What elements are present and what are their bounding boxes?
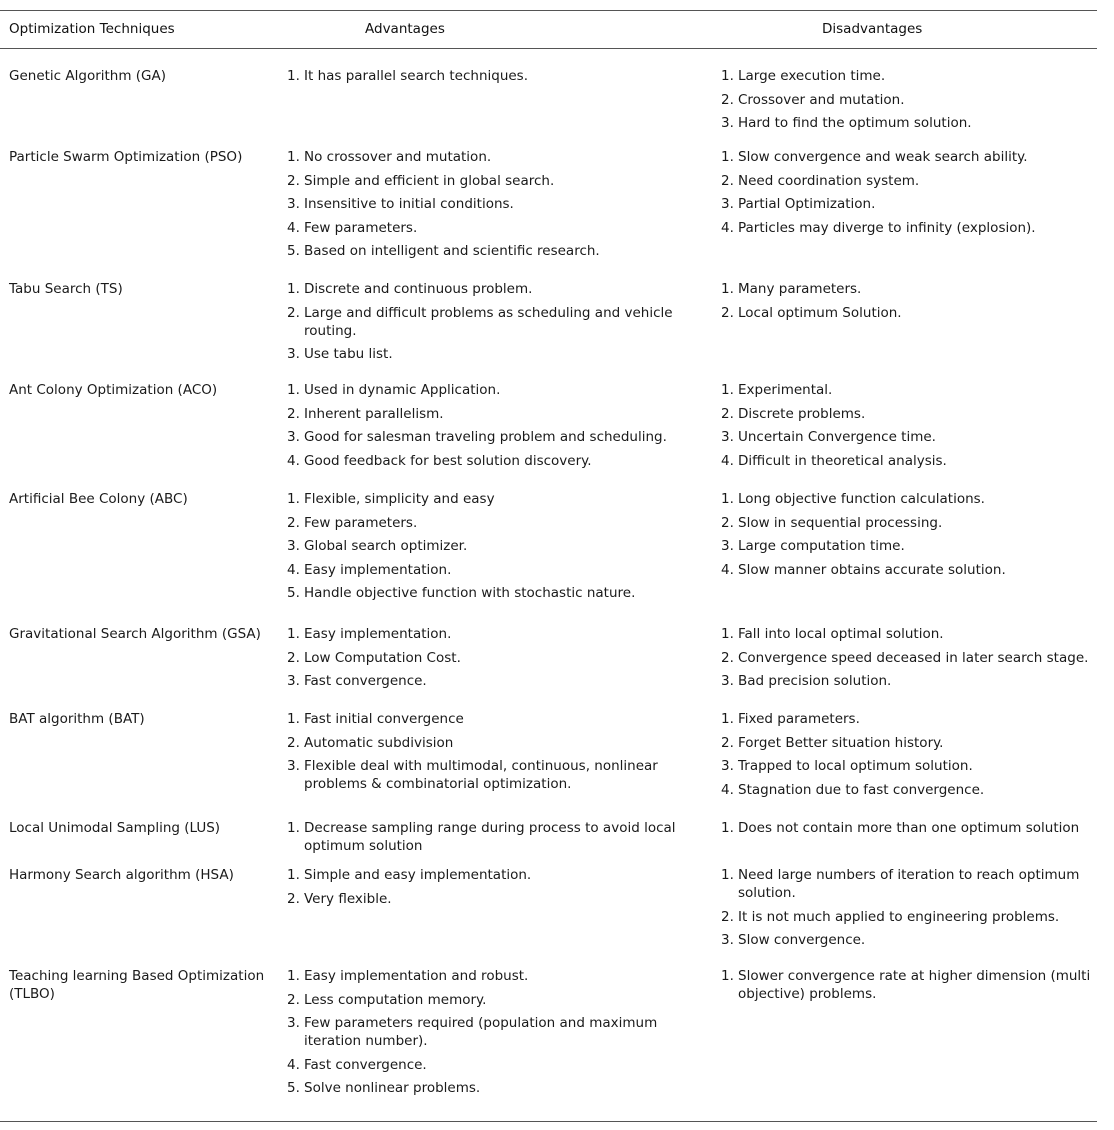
list-text: Long objective function calculations.	[738, 491, 985, 507]
list-item	[287, 195, 687, 213]
list-number: 3.	[721, 538, 734, 554]
list-number: 1.	[721, 281, 734, 297]
list-text: Few parameters required (population and maximum iteration number).	[304, 1015, 658, 1049]
technique-name: Artificial Bee Colony (ABC)	[9, 491, 188, 507]
advantages-list	[287, 866, 687, 908]
list-text: Few parameters.	[304, 219, 418, 236]
list-text: Flexible deal with multimodal, continuous, nonlinear problems & combinatorial optimization.	[304, 758, 658, 792]
list-item	[721, 490, 1111, 508]
list-item	[287, 67, 687, 85]
advantages-cell	[287, 381, 687, 475]
disadvantages-list	[721, 710, 1111, 799]
advantages-cell	[287, 967, 687, 1103]
list-item	[721, 625, 1111, 643]
list-number: 1.	[287, 281, 300, 297]
list-number: 5.	[287, 585, 300, 601]
list-text: Large execution time.	[738, 68, 886, 84]
advantages-list	[287, 625, 687, 690]
list-item	[721, 649, 1111, 667]
list-item	[721, 781, 1111, 799]
list-text: Solve nonlinear problems.	[304, 1080, 481, 1096]
list-item	[721, 672, 1111, 690]
list-number: 4.	[287, 1056, 300, 1073]
list-number: 3.	[287, 429, 300, 445]
list-item	[287, 304, 687, 340]
list-number: 2.	[287, 890, 300, 907]
list-item	[721, 148, 1111, 166]
list-text: Insensitive to initial conditions.	[304, 196, 514, 212]
list-number: 2.	[287, 514, 300, 531]
list-text: Simple and easy implementation.	[304, 867, 532, 883]
list-text: Good feedback for best solution discovery.	[304, 452, 592, 469]
list-text: Fixed parameters.	[738, 711, 860, 727]
disadvantages-cell	[721, 625, 1111, 696]
list-item	[287, 219, 687, 237]
list-number: 3.	[721, 429, 734, 445]
list-text: Need large numbers of iteration to reach optimum solution.	[738, 867, 1080, 901]
technique-name: Harmony Search algorithm (HSA)	[9, 867, 234, 883]
list-number: 5.	[287, 1080, 300, 1096]
list-text: Uncertain Convergence time.	[738, 429, 936, 445]
list-text: It is not much applied to engineering problems.	[738, 908, 1060, 925]
list-number: 1.	[721, 68, 734, 84]
list-number: 4.	[287, 219, 300, 236]
list-item	[721, 67, 1111, 85]
disadvantages-cell	[721, 67, 1111, 138]
disadvantages-list	[721, 967, 1111, 1003]
list-item	[721, 514, 1111, 532]
list-item	[287, 734, 687, 752]
list-item	[721, 757, 1111, 775]
list-item	[287, 1014, 687, 1050]
technique-name: BAT algorithm (BAT)	[9, 711, 145, 727]
list-number: 1.	[721, 820, 734, 836]
list-text: Crossover and mutation.	[738, 91, 905, 108]
list-item	[721, 819, 1111, 837]
list-text: Fast convergence.	[304, 1056, 427, 1073]
technique-name: Teaching learning Based Optimization (TLBO)	[9, 968, 265, 1002]
list-text: Good for salesman traveling problem and scheduling.	[304, 429, 667, 445]
advantages-list	[287, 148, 687, 260]
list-number: 4.	[287, 561, 300, 578]
list-number: 2.	[721, 304, 734, 321]
list-text: Fast convergence.	[304, 673, 427, 689]
list-item	[287, 428, 687, 446]
list-item	[721, 908, 1111, 926]
list-item	[721, 452, 1111, 470]
list-number: 1.	[287, 867, 300, 883]
advantages-cell	[287, 148, 687, 266]
advantages-cell	[287, 710, 687, 799]
list-text: Trapped to local optimum solution.	[738, 758, 973, 774]
disadvantages-cell	[721, 490, 1111, 584]
list-text: Experimental.	[738, 382, 833, 398]
technique-name: Ant Colony Optimization (ACO)	[9, 382, 218, 398]
list-item	[721, 195, 1111, 213]
list-item	[287, 490, 687, 508]
list-text: Forget Better situation history.	[738, 734, 944, 751]
list-number: 2.	[287, 304, 300, 321]
list-item	[287, 967, 687, 985]
list-text: Fall into local optimal solution.	[738, 626, 944, 642]
list-item	[287, 757, 687, 793]
list-number: 1.	[721, 491, 734, 507]
list-item	[287, 1079, 687, 1097]
table-bottom-rule	[0, 1121, 1097, 1122]
list-item	[287, 866, 687, 884]
list-item	[287, 452, 687, 470]
list-number: 4.	[721, 781, 734, 798]
list-text: Very flexible.	[304, 890, 392, 907]
advantages-cell	[287, 625, 687, 696]
list-number: 1.	[721, 382, 734, 398]
list-item	[721, 304, 1111, 322]
list-item	[287, 242, 687, 260]
disadvantages-list	[721, 490, 1111, 579]
list-number: 4.	[287, 452, 300, 469]
list-item	[721, 114, 1111, 132]
disadvantages-cell	[721, 710, 1111, 804]
list-item	[287, 649, 687, 667]
list-number: 3.	[721, 196, 734, 212]
list-number: 3.	[287, 1015, 300, 1031]
disadvantages-list	[721, 819, 1111, 837]
list-number: 1.	[287, 382, 300, 398]
list-number: 2.	[721, 91, 734, 108]
list-number: 4.	[721, 561, 734, 578]
list-text: Stagnation due to fast convergence.	[738, 781, 985, 798]
list-text: Simple and efficient in global search.	[304, 172, 555, 189]
advantages-list	[287, 67, 687, 85]
list-number: 3.	[287, 673, 300, 689]
disadvantages-list	[721, 280, 1111, 322]
disadvantages-cell	[721, 866, 1111, 955]
list-item	[287, 710, 687, 728]
list-item	[287, 345, 687, 363]
list-number: 2.	[721, 734, 734, 751]
technique-name: Genetic Algorithm (GA)	[9, 68, 167, 84]
technique-name: Particle Swarm Optimization (PSO)	[9, 149, 243, 165]
list-text: Does not contain more than one optimum solution	[738, 820, 1080, 836]
advantages-cell	[287, 490, 687, 608]
list-number: 1.	[287, 820, 300, 836]
list-text: Bad precision solution.	[738, 673, 892, 689]
list-number: 1.	[287, 711, 300, 727]
advantages-cell	[287, 866, 687, 913]
list-number: 1.	[287, 68, 300, 84]
list-text: Flexible, simplicity and easy	[304, 491, 495, 507]
list-item	[721, 280, 1111, 298]
list-item	[721, 219, 1111, 237]
disadvantages-list	[721, 625, 1111, 690]
list-item	[721, 428, 1111, 446]
list-item	[287, 172, 687, 190]
list-text: Convergence speed deceased in later search stage.	[738, 649, 1089, 666]
list-item	[287, 561, 687, 579]
list-number: 3.	[287, 346, 300, 362]
list-item	[721, 381, 1111, 399]
list-number: 2.	[721, 514, 734, 531]
list-text: Global search optimizer.	[304, 538, 468, 554]
technique-name: Gravitational Search Algorithm (GSA)	[9, 626, 261, 642]
list-text: Fast initial convergence	[304, 711, 464, 727]
list-item	[287, 819, 687, 855]
list-number: 2.	[287, 172, 300, 189]
disadvantages-cell	[721, 280, 1111, 327]
header-disadvantages: Disadvantages	[822, 21, 923, 37]
list-text: No crossover and mutation.	[304, 149, 492, 165]
list-number: 4.	[721, 219, 734, 236]
list-item	[721, 561, 1111, 579]
technique-name: Tabu Search (TS)	[9, 281, 123, 297]
list-item	[721, 91, 1111, 109]
list-item	[721, 866, 1111, 902]
advantages-list	[287, 280, 687, 363]
advantages-list	[287, 819, 687, 855]
list-number: 3.	[721, 932, 734, 948]
list-item	[287, 405, 687, 423]
list-number: 2.	[721, 405, 734, 422]
list-text: Need coordination system.	[738, 172, 920, 189]
list-item	[287, 514, 687, 532]
list-text: Slow in sequential processing.	[738, 514, 943, 531]
list-text: Low Computation Cost.	[304, 649, 461, 666]
list-text: Few parameters.	[304, 514, 418, 531]
list-number: 1.	[721, 626, 734, 642]
list-item	[721, 967, 1111, 1003]
list-text: Handle objective function with stochastic nature.	[304, 585, 636, 601]
disadvantages-list	[721, 381, 1111, 470]
list-text: Hard to find the optimum solution.	[738, 115, 972, 131]
list-text: Use tabu list.	[304, 346, 393, 362]
list-item	[287, 1056, 687, 1074]
list-text: Discrete and continuous problem.	[304, 281, 533, 297]
list-item	[287, 890, 687, 908]
list-text: Easy implementation and robust.	[304, 968, 529, 984]
list-text: Slow convergence and weak search ability.	[738, 149, 1028, 165]
header-bottom-rule	[0, 48, 1097, 49]
disadvantages-list	[721, 67, 1111, 132]
list-number: 1.	[721, 149, 734, 165]
list-number: 1.	[721, 711, 734, 727]
list-item	[721, 931, 1111, 949]
list-text: Discrete problems.	[738, 405, 866, 422]
advantages-list	[287, 490, 687, 602]
advantages-cell	[287, 67, 687, 91]
header-advantages: Advantages	[365, 21, 445, 37]
disadvantages-cell	[721, 819, 1111, 843]
advantages-list	[287, 381, 687, 470]
list-item	[721, 172, 1111, 190]
list-item	[287, 381, 687, 399]
list-text: Partial Optimization.	[738, 196, 876, 212]
list-text: Difficult in theoretical analysis.	[738, 452, 947, 469]
advantages-cell	[287, 280, 687, 369]
list-item	[287, 672, 687, 690]
list-text: Local optimum Solution.	[738, 304, 902, 321]
list-number: 3.	[721, 115, 734, 131]
list-number: 1.	[287, 968, 300, 984]
list-text: Easy implementation.	[304, 626, 452, 642]
list-number: 2.	[721, 649, 734, 666]
list-text: Inherent parallelism.	[304, 405, 444, 422]
list-text: Large computation time.	[738, 538, 905, 554]
disadvantages-cell	[721, 148, 1111, 242]
list-item	[287, 625, 687, 643]
list-number: 2.	[287, 405, 300, 422]
list-number: 3.	[287, 758, 300, 774]
list-number: 4.	[721, 452, 734, 469]
table-top-rule	[0, 10, 1097, 11]
list-item	[721, 405, 1111, 423]
list-text: Slow manner obtains accurate solution.	[738, 561, 1006, 578]
list-text: Many parameters.	[738, 281, 862, 297]
list-text: Decrease sampling range during process to avoid local optimum solution	[304, 820, 676, 854]
list-text: Slow convergence.	[738, 932, 866, 948]
list-number: 3.	[287, 196, 300, 212]
list-item	[287, 148, 687, 166]
list-item	[287, 991, 687, 1009]
list-number: 2.	[721, 172, 734, 189]
list-number: 1.	[721, 867, 734, 883]
list-number: 1.	[287, 491, 300, 507]
list-number: 1.	[287, 149, 300, 165]
list-text: Less computation memory.	[304, 991, 487, 1008]
list-item	[721, 710, 1111, 728]
advantages-list	[287, 710, 687, 793]
list-number: 1.	[287, 626, 300, 642]
list-text: Slower convergence rate at higher dimension (multi objective) problems.	[738, 968, 1091, 1002]
list-item	[287, 584, 687, 602]
list-number: 2.	[287, 734, 300, 751]
list-text: Based on intelligent and scientific research.	[304, 243, 600, 259]
disadvantages-list	[721, 866, 1111, 949]
header-techniques: Optimization Techniques	[9, 21, 175, 37]
list-text: Easy implementation.	[304, 561, 452, 578]
list-number: 2.	[287, 649, 300, 666]
list-number: 2.	[287, 991, 300, 1008]
list-number: 3.	[721, 758, 734, 774]
list-number: 3.	[287, 538, 300, 554]
list-text: Large and difficult problems as scheduling and vehicle routing.	[304, 304, 673, 339]
list-item	[721, 734, 1111, 752]
advantages-list	[287, 967, 687, 1097]
list-text: It has parallel search techniques.	[304, 68, 529, 84]
list-number: 2.	[721, 908, 734, 925]
list-item	[287, 537, 687, 555]
disadvantages-list	[721, 148, 1111, 237]
disadvantages-cell	[721, 381, 1111, 475]
list-item	[721, 537, 1111, 555]
disadvantages-cell	[721, 967, 1111, 1009]
list-number: 3.	[721, 673, 734, 689]
list-number: 5.	[287, 243, 300, 259]
list-text: Particles may diverge to infinity (explosion).	[738, 219, 1036, 236]
technique-name: Local Unimodal Sampling (LUS)	[9, 820, 221, 836]
list-text: Automatic subdivision	[304, 734, 454, 751]
advantages-cell	[287, 819, 687, 861]
list-text: Used in dynamic Application.	[304, 382, 501, 398]
list-number: 1.	[721, 968, 734, 984]
list-item	[287, 280, 687, 298]
